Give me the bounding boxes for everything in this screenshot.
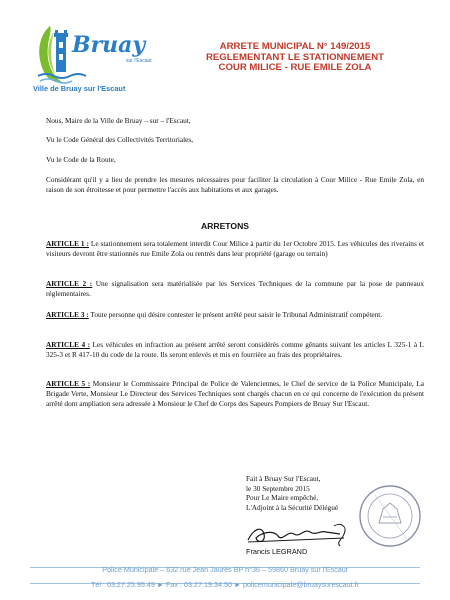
footer-contact: Tél : 03.27.25.95.49 ► Fax : 03.27.19.34.50 ► policemunicipale@bruaysurescaut.fr xyxy=(90,580,360,589)
signature-date: le 30 Septembre 2015 xyxy=(246,483,310,493)
article-1-label: ARTICLE 1 : xyxy=(46,239,89,248)
article-3 xyxy=(46,310,424,320)
logo-wordmark: Bruay xyxy=(72,32,146,58)
signature-for-mayor: Pour Le Maire empêché, xyxy=(246,493,319,503)
article-2-label: ARTICLE 2 : xyxy=(46,279,93,288)
decree-title xyxy=(170,42,420,74)
article-4-label: ARTICLE 4 : xyxy=(46,340,91,349)
handwritten-signature-icon xyxy=(244,520,354,548)
article-2-text: Une signalisation sera matérialisée par les Services Techniques de la commune par la pose de panneaux réglementaires. xyxy=(46,279,424,298)
article-3-label: ARTICLE 3 : xyxy=(46,310,89,319)
article-1-text: Le stationnement sera totalement interdit Cour Milice à partir du 1er Octobre 2015. Les véhicules des riverains et visiteurs devront être stationnés rue Emile Zola ou rentrés dans leur propriété (garage ou terrain) xyxy=(46,239,424,258)
article-1 xyxy=(46,239,424,259)
preamble-code-route: Vu le Code de la Route, xyxy=(46,155,116,164)
title-line-2: REGLEMENTANT LE STATIONNEMENT xyxy=(205,51,384,63)
preamble-considering: Considérant qu'il y a lieu de prendre les mesures nécessaires pour faciliter la circulation à Cour Milice - Rue Emile Zola, en raison de son étroitesse et pour permettre l'accès aux habitations et aux garages. xyxy=(46,175,424,194)
title-line-1: ARRETE MUNICIPAL N° 149/2015 xyxy=(219,41,371,52)
article-4 xyxy=(46,340,424,360)
article-2 xyxy=(46,279,424,299)
preamble-code-collectivites: Vu le Code Général des Collectivités Territoriales, xyxy=(46,135,194,144)
footer-address: Police Municipale – 632 rue Jean Jaurès BP n°36 – 59860 Bruay sur l'Escaut xyxy=(102,565,348,574)
article-4-text: Les véhicules en infraction au présent arrêté seront considérés comme gênants suivant les articles L 325-1 à L 325-3 et R 417-10 du code de la route. Ils seront enlevés et mis en fourrière au frais des propriétaires. xyxy=(46,340,424,359)
logo-sub-wordmark: sur l'Escaut xyxy=(126,58,152,64)
preamble-mayor: Nous, Maire de la Ville de Bruay – sur – l'Escaut, xyxy=(46,116,191,125)
article-5-label: ARTICLE 5 : xyxy=(46,379,91,388)
signature-place: Fait à Bruay Sur l'Escaut, xyxy=(246,474,321,483)
footer xyxy=(0,562,450,592)
logo-caption: Ville de Bruay sur l'Escaut xyxy=(33,84,126,93)
decision-heading: ARRETONS xyxy=(200,221,250,231)
article-5 xyxy=(46,379,424,408)
article-5-text: Monsieur le Commissaire Principal de Police de Valenciennes, le Chef de service de la Police Municipale, La Brigade Verte, Monsieur Le Directeur des Services Techniques sont chargés chacun en ce qui concerne de l'exécution du présent arrêté dont ampliation sera adressée à Monsieur le Chef de Corps des Sapeurs Pompiers de Bruay Sur l'Escaut. xyxy=(46,379,424,408)
official-stamp-icon xyxy=(357,483,423,549)
title-line-3: COUR MILICE - RUE EMILE ZOLA xyxy=(218,62,372,74)
signer-name: Francis LEGRAND xyxy=(246,547,308,556)
article-3-text: Toute personne qui désire contester le présent arrêté peut saisir le Tribunal Administratif compétent. xyxy=(88,310,383,319)
signature-deputy: L'Adjoint à la Sécurité Délégué xyxy=(246,502,339,512)
